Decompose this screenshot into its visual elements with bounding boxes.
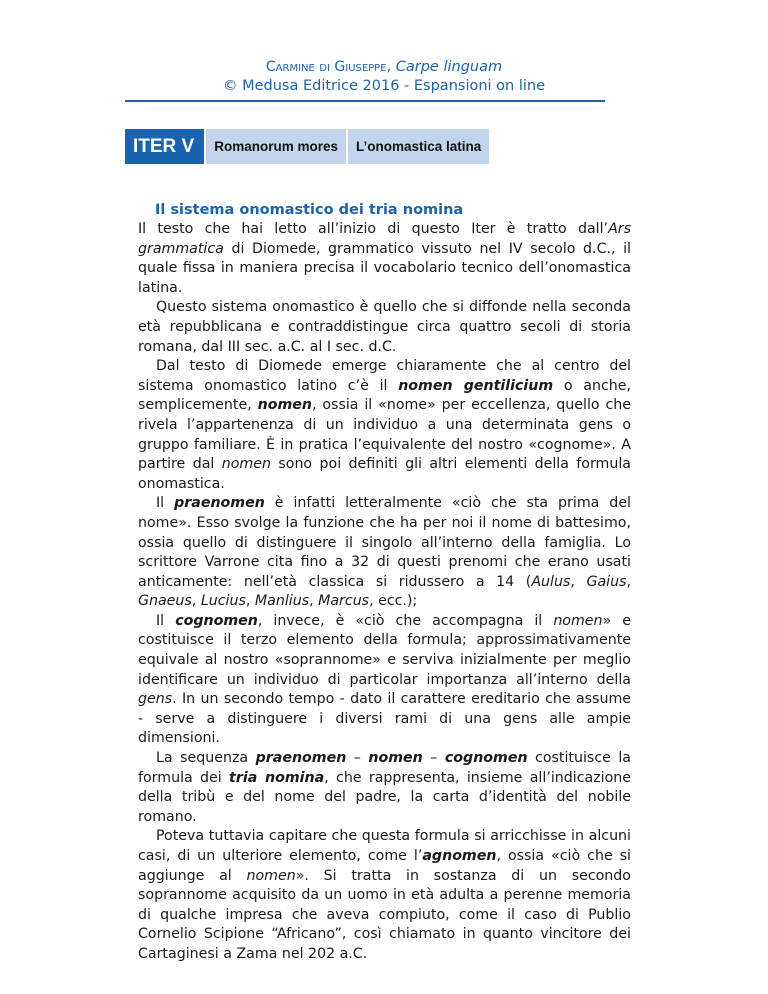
text-run: – (422, 750, 445, 767)
text-run: , (191, 593, 201, 610)
text-run: , ossia il «nome» per eccellenza, quello che rivela l’appartenenza di un individuo a una determinata gens o gruppo familiare. È in pratica l’equivalente del nostro «cognome». A partire dal (138, 397, 631, 473)
text-run-italic: Ars grammatica (138, 221, 631, 257)
text-run: Il (156, 495, 175, 512)
paragraph-2: Questo sistema onomastico è quello che si diffonde nella seconda età repubblicana e contraddistingue circa quattro secoli di storia romana, dal III sec. a.C. al I sec. d.C. (138, 299, 631, 355)
text-run: , ecc.); (369, 593, 418, 610)
paragraph-1 (138, 220, 631, 298)
praenomen-example: Lucius (200, 593, 246, 610)
text-run: costituisce la formula dei (138, 750, 631, 786)
iter-topic-label: L’onomastica latina (348, 129, 489, 164)
text-run: . In un secondo tempo - dato il carattere ereditario che assume - serve a distinguere i diversi rami di una gens alle ampie dimensioni. (138, 691, 631, 747)
text-run: , invece, è «ciò che accompagna il (257, 612, 554, 629)
text-run: , (570, 573, 587, 590)
text-run: è infatti letteralmente «ciò che sta prima del nome». Esso svolge la funzione che ha per noi il nome di battesimo, ossia quello di distinguere il singolo all’interno della famiglia. Lo scrittore Varrone cita fino a 32 di questi prenomi che erano usati anticamente: nell’età classica si ridussero a 14 ( (138, 495, 631, 590)
paragraph-7 (138, 827, 631, 964)
term-agnomen: agnomen (422, 848, 497, 864)
book-title: Carpe linguam (395, 59, 503, 75)
text-run: Il (156, 612, 176, 629)
term-nomen: nomen (368, 750, 423, 767)
text-run: La sequenza (156, 750, 256, 767)
page-header (0, 58, 768, 96)
term-praenomen: praenomen (174, 495, 265, 512)
publisher-line: © Medusa Editrice 2016 - Espansioni on line (222, 78, 546, 94)
text-run-italic: nomen (553, 612, 603, 629)
text-run: sono poi definiti gli altri elementi della formula onomastica. (138, 456, 632, 492)
text-run: o anche, semplicemente, (138, 377, 632, 414)
praenomen-example: Manlius (254, 593, 310, 610)
praenomen-example: Aulus (531, 573, 571, 590)
paragraph-4 (138, 494, 631, 612)
text-run-italic: nomen (246, 867, 296, 884)
author-name: Carmine di Giuseppe (265, 59, 387, 75)
text-run: , (309, 593, 319, 610)
iter-section-label: Romanorum mores (206, 129, 346, 164)
text-run: , (626, 573, 631, 590)
term-cognomen: cognomen (444, 750, 528, 767)
praenomen-example: Gnaeus (138, 593, 192, 610)
text-run: di Diomede, grammatico vissuto nel IV secolo d.C., il quale fissa in maniera precisa il vocabolario tecnico dell’onomastica latina. (138, 240, 631, 296)
text-run: Dal testo di Diomede emerge chiaramente che al centro del sistema onomastico latino c’è il (138, 358, 631, 394)
text-run: , che rappresenta, insieme all’indicazione della tribù e del nome del padre, la carta d’identità del nobile romano. (138, 769, 631, 825)
paragraph-5 (138, 612, 631, 749)
header-separator: , (386, 59, 396, 75)
header-divider (125, 100, 605, 102)
paragraph-3 (138, 357, 631, 494)
term-nomen-gentilicium: nomen gentilicium (398, 377, 554, 394)
paragraph-6 (138, 749, 631, 827)
text-run: , (245, 593, 255, 610)
term-nomen: nomen (257, 397, 312, 414)
text-run: ». Si tratta in sostanza di un secondo soprannome acquisito da un uomo in età adulta a perenne memoria di qualche impresa che aveva compiuto, come il caso di Publio Cornelio Scipione “Africano”, così chiamato in quanto vincitore dei Cartaginesi a Zama nel 202 a.C. (138, 867, 631, 962)
text-run: Il testo che hai letto all’inizio di questo Iter è tratto dall’ (138, 221, 609, 237)
term-cognomen: cognomen (175, 612, 258, 629)
section-title: Il sistema onomastico dei tria nomina (155, 202, 464, 218)
text-run-italic: gens (138, 691, 173, 708)
text-run: – (346, 750, 369, 767)
text-run: , ossia «ciò che si aggiunge al (138, 848, 632, 884)
praenomen-example: Gaius (586, 573, 627, 590)
text-run: Poteva tuttavia capitare che questa formula si arricchisse in alcuni casi, di un ulteriore elemento, come l’ (138, 828, 631, 864)
article-body (138, 220, 631, 965)
iter-tag: ITER V (125, 129, 204, 164)
text-run: » e costituisce il terzo elemento della formula; approssimativamente equivale al nostro «soprannome» e serviva inizialmente per meglio identificare un individuo di particolar importanza all’interno della (138, 612, 631, 688)
praenomen-example: Marcus (318, 593, 370, 610)
term-tria-nomina: tria nomina (229, 769, 325, 786)
iter-bar (125, 129, 489, 164)
text-run-italic: nomen (221, 456, 271, 473)
term-praenomen: praenomen (255, 750, 347, 767)
header-book-line (0, 58, 768, 77)
